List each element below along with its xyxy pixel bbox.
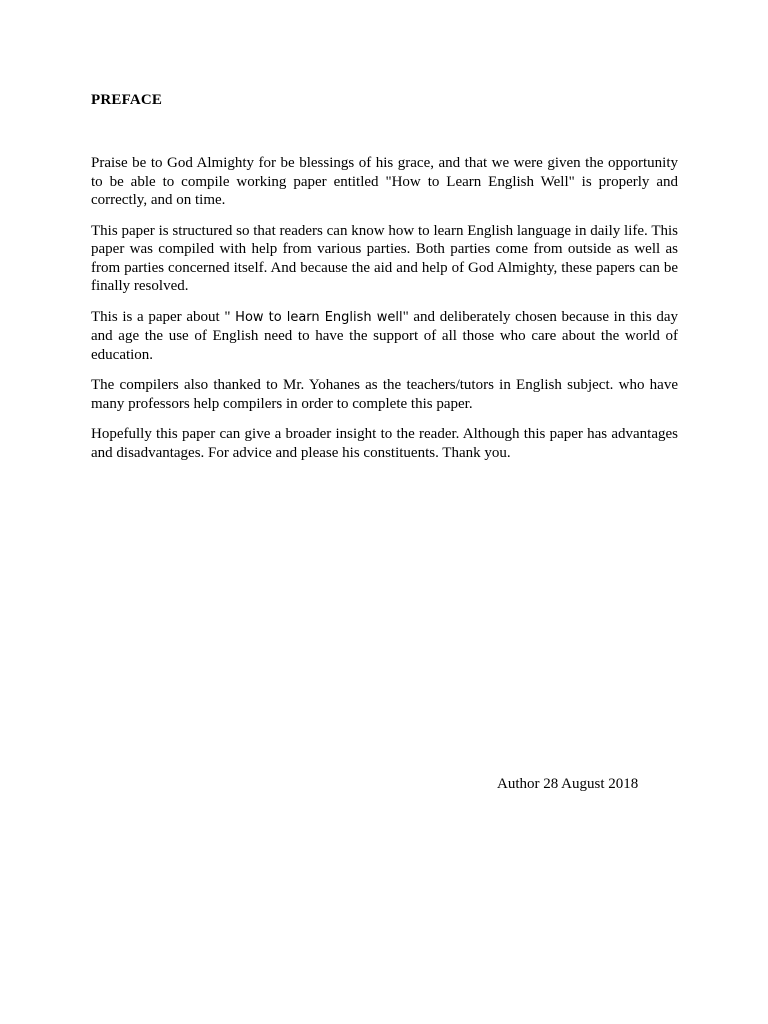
paragraph-closing: Hopefully this paper can give a broader insight to the reader. Although this paper has advantages and disadvantages. For advice and please his constituents. Thank you. [91, 426, 678, 461]
paragraph-topic-end: " and deliberately chosen because in this day and age the use of English need to have the support of all those who care about the world of education. [91, 308, 679, 363]
paragraph-thanks: The compilers also thanked to Mr. Yohanes as the teachers/tutors in English subject. who have many professors help compilers in order to complete this paper. [91, 377, 678, 412]
paragraph-praise: Praise be to God Almighty for be blessings of his grace, and that we were given the opportunity to be able to compile working paper entitled "How to Learn English Well" is properly and correctly, and on time. [91, 155, 678, 208]
paragraph-structure: This paper is structured so that readers can know how to learn English language in daily life. This paper was compiled with help from various parties. Both parties come from outside as well as from parties concerned itself. And because the aid and help of God Almighty, these papers can be finally resolved. [91, 222, 678, 294]
preface-body [91, 154, 678, 474]
page-title: PREFACE [91, 92, 163, 108]
author-signature-date: Author 28 August 2018 [497, 776, 639, 792]
paper-title-inline: How to learn English well [235, 309, 403, 325]
paragraph-topic [91, 308, 678, 365]
paragraph-topic-start: This is a paper about " [91, 308, 236, 325]
